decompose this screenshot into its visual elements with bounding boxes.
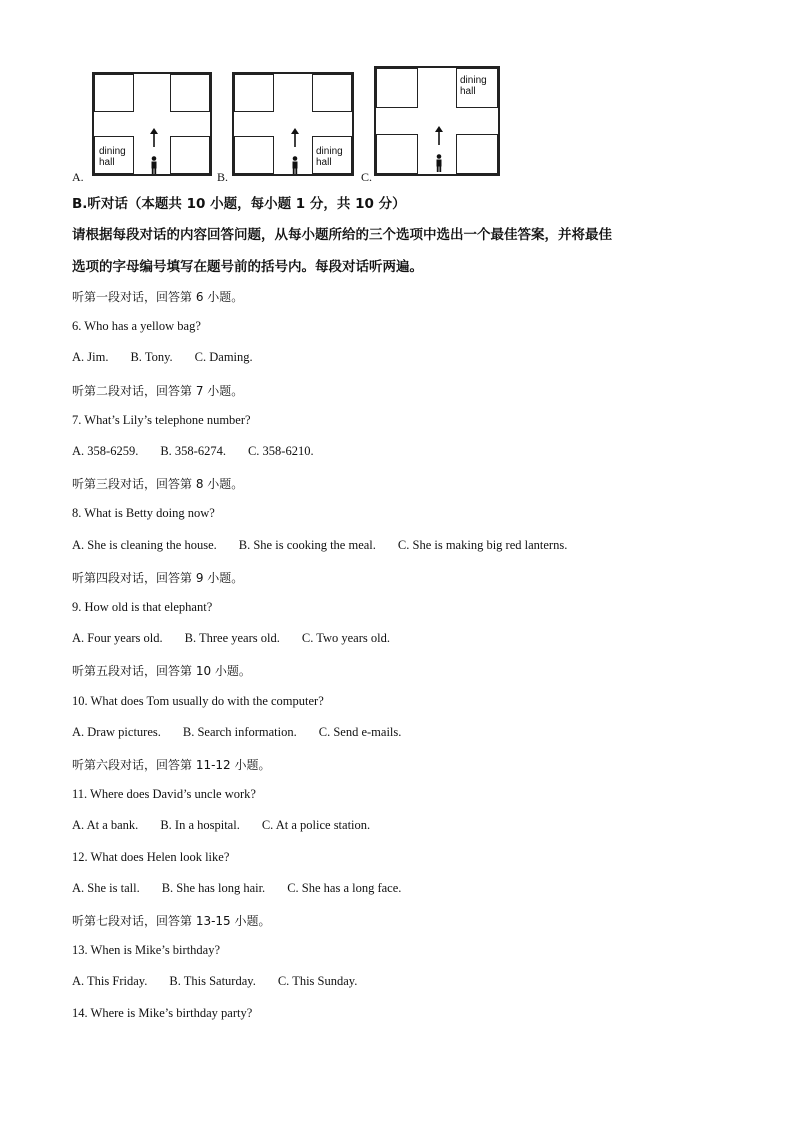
up-arrow-icon (434, 126, 444, 146)
up-arrow-icon (149, 128, 159, 148)
answer-options (72, 631, 412, 646)
answer-options (72, 350, 275, 365)
answer-option: B. Three years old. (184, 631, 280, 646)
option-c-letter: C. (361, 170, 373, 184)
answer-option: C. Send e-mails. (318, 724, 402, 739)
block (234, 74, 274, 112)
dialogue-instruction: 听第一段对话，回答第 6 小题。 (72, 290, 244, 304)
question-text: 12. What does Helen look like? (72, 849, 230, 864)
dialogue-instruction: 听第三段对话，回答第 8 小题。 (72, 477, 244, 492)
dining-hall-block (312, 136, 352, 174)
block (456, 134, 498, 174)
person-icon (149, 156, 159, 174)
answer-option: B. In a hospital. (160, 818, 240, 833)
block (376, 134, 418, 174)
answer-option: C. 358-6210. (247, 444, 314, 458)
answer-option: B. Search information. (182, 724, 297, 739)
dialogue-instruction: 听第四段对话，回答第 9 小题。 (72, 570, 244, 585)
option-a-letter: A. (72, 170, 84, 184)
person-icon (434, 154, 444, 172)
block (312, 74, 352, 112)
dialogue-instruction: 听第五段对话，回答第 10 小题。 (72, 664, 251, 679)
question-text: 14. Where is Mike’s birthday party? (72, 1005, 253, 1020)
answer-option: C. This Sunday. (277, 974, 358, 989)
answer-option: A. This Friday. (72, 974, 148, 989)
answer-option: A. Jim. (72, 350, 109, 365)
map-a (92, 72, 212, 176)
answer-option: C. At a police station. (261, 818, 371, 833)
answer-option: C. She has a long face. (287, 880, 402, 895)
option-b-letter: B. (217, 170, 229, 184)
map-options (72, 66, 512, 184)
answer-options (72, 444, 336, 459)
dialogue-instruction: 听第六段对话，回答第 11-12 小题。 (72, 758, 271, 772)
answer-option: A. 358-6259. (72, 444, 139, 458)
answer-option: B. She has long hair. (161, 880, 266, 895)
question-text: 11. Where does David’s uncle work? (72, 787, 256, 802)
answer-option: A. Draw pictures. (72, 724, 161, 739)
question-text: 8. What is Betty doing now? (72, 506, 215, 521)
answer-option: A. At a bank. (72, 818, 139, 833)
answer-option: A. She is cleaning the house. (72, 537, 217, 552)
dining-hall-block (456, 68, 498, 108)
answer-option: B. This Saturday. (169, 974, 256, 989)
answer-option: C. She is making big red lanterns. (397, 537, 568, 552)
answer-option: A. She is tall. (72, 880, 140, 895)
answer-option: B. Tony. (130, 350, 173, 365)
dining-hall-block (94, 136, 134, 174)
answer-options (72, 538, 589, 553)
section-title: B.听对话（本题共 10 小题，每小题 1 分，共 10 分） (72, 196, 406, 212)
dining-hall-label: dining hall (460, 75, 487, 97)
answer-option: B. She is cooking the meal. (238, 537, 376, 552)
dialogue-instruction: 听第七段对话，回答第 13-15 小题。 (72, 914, 271, 928)
map-c (374, 66, 500, 176)
map-b (232, 72, 354, 176)
question-text: 13. When is Mike’s birthday? (72, 943, 221, 958)
answer-option: A. Four years old. (72, 631, 163, 646)
answer-options (72, 725, 423, 740)
person-icon (290, 156, 300, 174)
question-text: 10. What does Tom usually do with the computer? (72, 693, 324, 708)
question-text: 9. How old is that elephant? (72, 600, 213, 614)
block (170, 74, 210, 112)
block (94, 74, 134, 112)
answer-option: C. Two years old. (301, 631, 390, 646)
answer-options (72, 881, 423, 896)
section-instruction-2: 选项的字母编号填写在题号前的括号内。每段对话听两遍。 (72, 259, 423, 275)
block (234, 136, 274, 174)
block (376, 68, 418, 108)
section-instruction-1: 请根据每段对话的内容回答问题，从每小题所给的三个选项中选出一个最佳答案，并将最佳 (72, 227, 612, 243)
dining-hall-label: dining hall (99, 146, 126, 168)
answer-option: B. 358-6274. (160, 444, 226, 458)
dialogue-instruction: 听第二段对话，回答第 7 小题。 (72, 383, 244, 398)
question-text: 7. What’s Lily’s telephone number? (72, 412, 251, 427)
answer-options (72, 974, 379, 989)
question-text: 6. Who has a yellow bag? (72, 319, 201, 334)
block (170, 136, 210, 174)
dining-hall-label: dining hall (316, 146, 343, 168)
answer-option: C. Daming. (194, 350, 253, 365)
answer-options (72, 818, 392, 833)
up-arrow-icon (290, 128, 300, 148)
